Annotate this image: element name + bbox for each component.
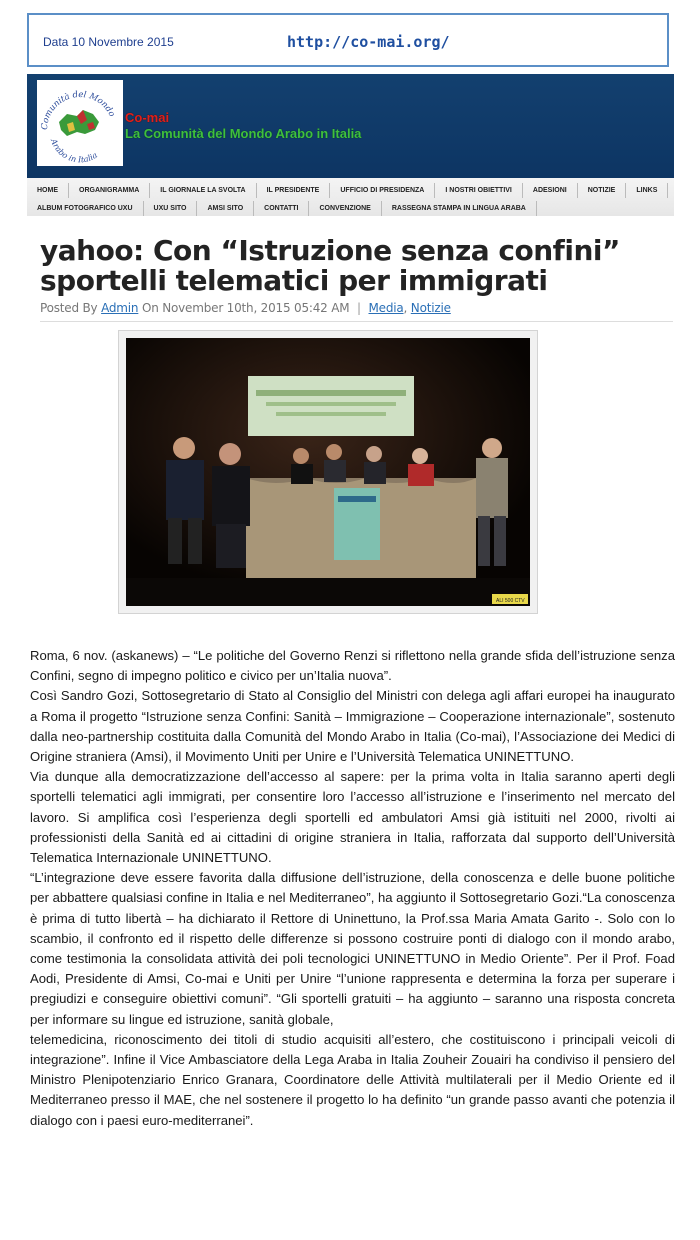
category-separator: , (403, 301, 408, 315)
article-title-line-1: yahoo: Con “Istruzione senza confini” (40, 234, 620, 267)
header-url-link[interactable]: http://co-mai.org/ (287, 33, 450, 51)
nav-item-presidente[interactable]: IL PRESIDENTE (257, 183, 331, 198)
nav-item-ufficio[interactable]: UFFICIO DI PRESIDENZA (330, 183, 435, 198)
header-box (27, 13, 669, 67)
article-title-line-2: sportelli telematici per immigrati (40, 264, 548, 297)
logo-map-icon (37, 80, 123, 166)
category-link-media[interactable]: Media (368, 301, 404, 315)
nav-item-links[interactable]: LINKS (626, 183, 668, 198)
nav-item-album[interactable]: ALBUM FOTOGRAFICO UXU (27, 201, 144, 216)
main-nav (27, 178, 674, 216)
nav-item-rassegna[interactable]: RASSEGNA STAMPA IN LINGUA ARABA (382, 201, 537, 216)
article-body (30, 646, 675, 1131)
nav-item-obiettivi[interactable]: I NOSTRI OBIETTIVI (435, 183, 523, 198)
meta-divider: | (357, 301, 361, 315)
article-photo-frame (118, 330, 538, 614)
site-tagline: La Comunità del Mondo Arabo in Italia (125, 126, 362, 141)
paragraph: “L’integrazione deve essere favorita dalla diffusione dell’istruzione, della conoscenza e delle buone politiche per abbattere qualsiasi confine in Italia e nel Mediterraneo”, ha aggiunto il Sottosegretario Gozi.“La conoscenza è prima di tutto libertà – ha dichiarato il Rettore di Uninettuno, la Prof.ssa Maria Amata Garito -. Solo con lo scambio, il confronto ed il rispetto delle differenze si possono costruire ponti di dialogo con il mondo arabo, come testimonia la consolidata attività dei poli tecnologici UNINETTUNO in Medio Oriente”. Per il Prof. Foad Aodi, Presidente di Amsi, Co-mai e Uniti per Unire “l’unione rappresenta e determina la forza per superare i pregiudizi e conseguire obiettivi comuni”. “Gli sportelli gratuiti – ha aggiunto – saranno una risposta concreta per informare su lingue ed istruzione, sanità globale, (30, 870, 675, 1027)
article-meta (40, 301, 451, 315)
svg-text:Arabo in Italia: Arabo in Italia (48, 137, 99, 165)
nav-item-amsi-sito[interactable]: AMSI SITO (197, 201, 254, 216)
paragraph: telemedicina, riconoscimento dei titoli di studio acquisiti all’estero, che costituiscono i principali veicoli di integrazione”. Infine il Vice Ambasciatore della Lega Araba in Italia Zouheir Zouairi ha condiviso il pensiero del Ministro Plenipotenziario Enrico Granara, Coordinatore delle Attività multilaterali per il Medio Oriente ed il Mediterraneo presso il MAE, che nel sostenere il progetto lo ha definito “un grande passo avanti che potenzia il dialogo con i paesi euro-mediterranei”. (30, 1031, 675, 1128)
meta-prefix: Posted By (40, 301, 98, 315)
author-link[interactable]: Admin (101, 301, 139, 315)
site-banner (27, 74, 674, 178)
site-logo[interactable] (37, 80, 123, 166)
nav-item-organigramma[interactable]: ORGANIGRAMMA (69, 183, 150, 198)
nav-item-contatti[interactable]: CONTATTI (254, 201, 309, 216)
conference-photo (126, 338, 530, 606)
nav-item-notizie[interactable]: NOTIZIE (578, 183, 627, 198)
paragraph: Via dunque alla democratizzazione dell’accesso al sapere: per la prima volta in Italia saranno aperti degli sportelli telematici agli immigrati, per consentire loro l’accesso all’istruzione e l’inserimento nel mercato del lavoro. Si amplifica così l’esperienza degli sportelli ed ambulatori Amsi già istituiti nel 2000, rivolti ai professionisti della Sanità ed ai cittadini di origine straniera in Italia, rafforzata dal supporto dell’Università Telematica Internazionale UNINETTUNO. (30, 769, 675, 866)
meta-date: On November 10th, 2015 05:42 AM (141, 301, 350, 315)
meta-divider-rule (40, 321, 673, 322)
header-date: Data 10 Novembre 2015 (43, 35, 174, 49)
nav-row-1 (27, 181, 668, 199)
svg-text:Comunità del Mondo: Comunità del Mondo (39, 89, 117, 131)
article-title (40, 236, 680, 296)
nav-row-2 (27, 199, 537, 217)
nav-item-giornale[interactable]: IL GIORNALE LA SVOLTA (150, 183, 256, 198)
nav-item-convenzione[interactable]: CONVENZIONE (309, 201, 381, 216)
paragraph: Roma, 6 nov. (askanews) – “Le politiche del Governo Renzi si riflettono nella grande sfida dell’istruzione senza Confini, segno di impegno politico e civico per un’Italia nuova”. (30, 648, 675, 684)
nav-item-uxu-sito[interactable]: UXU SITO (144, 201, 198, 216)
photo-credit: ALI 500 CTV (496, 598, 525, 604)
site-name[interactable]: Co-mai (125, 110, 170, 125)
paragraph: Così Sandro Gozi, Sottosegretario di Stato al Consiglio del Ministri con delega agli affari europei ha inaugurato a Roma il progetto “Istruzione senza Confini: Sanità – Immigrazione – Cooperazione internazionale”, sostenuto dalla neo-partnership costituita dalla Comunità del Mondo Arabo in Italia (Co-mai), l’Associazione dei Medici di Origine straniera (Amsi), il Movimento Uniti per Unire e l’Università Telematica UNINETTUNO. (30, 688, 675, 765)
nav-item-adesioni[interactable]: ADESIONI (523, 183, 578, 198)
category-link-notizie[interactable]: Notizie (410, 301, 451, 315)
nav-item-home[interactable]: HOME (27, 183, 69, 198)
